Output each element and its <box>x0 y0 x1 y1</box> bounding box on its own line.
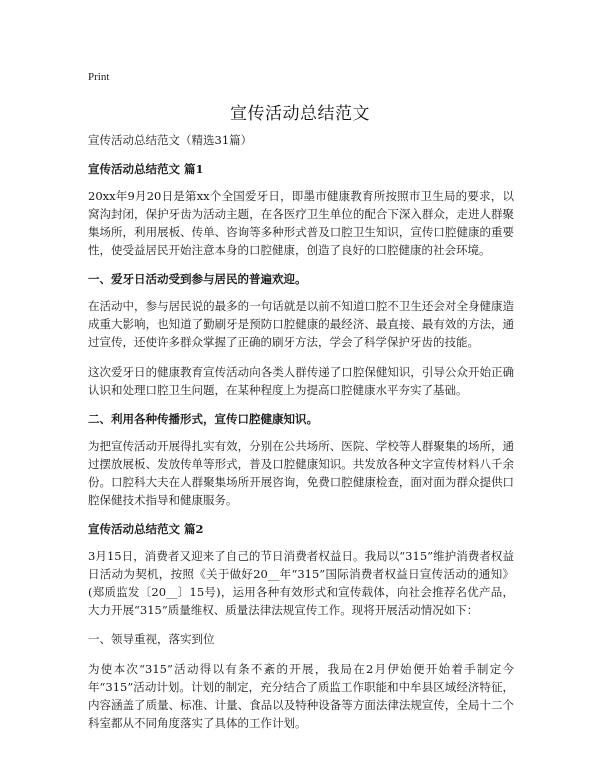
paragraph: 20xx年9月20日是第xx个全国爱牙日，即墨市健康教育所按照市卫生局的要求，以窝沟封闭，保护牙齿为活动主题，在各医疗卫生单位的配合下深入群众，走进人群聚集场所，利用展板、传单、咨询等多种形式普及口腔卫生知识，宣传口腔健康的重要性，使受益居民开始注意本身的口腔健康，创造了良好的口腔健康的社会环境。 <box>88 189 514 257</box>
article-body <box>88 132 514 744</box>
subheading: 二、利用各种传播形式，宣传口腔健康知识。 <box>88 412 318 426</box>
paragraph: 这次爱牙日的健康教育宣传活动向各类人群传递了口腔保健知识，引导公众开始正确认识和处理口腔卫生问题，在某种程度上为提高口腔健康水平夯实了基础。 <box>88 365 514 397</box>
subheading: 一、领导重视，落实到位 <box>88 632 215 646</box>
page-title: 宣传活动总结范文 <box>230 104 370 124</box>
article-subtitle: 宣传活动总结范文（精选31篇） <box>88 133 253 147</box>
paragraph: 3月15日，消费者又迎来了自己的节日消费者权益日。我局以“315”维护消费者权益日活动为契机，按照《关于做好20__年“315”国际消费者权益日宣传活动的通知》(郑质监发〔20__〕15号)，运用各种有效形式和宣传载体，向社会推荐名优产品，大力开展“315”质量维权、质量法律法规宣传工作。现将开展活动情况如下： <box>88 549 514 617</box>
print-link[interactable]: Print <box>88 71 110 83</box>
paragraph: 为使本次“315”活动得以有条不紊的开展，我局在2月伊始便开始着手制定今年“315”活动计划。计划的制定，充分结合了质监工作职能和中牟县区域经济特征，内容涵盖了质量、标准、计量、食品以及特种设备等方面法律法规宣传，全局十二个科室都从不同角度落实了具体的工作计划。 <box>88 662 514 730</box>
paragraph: 为把宣传活动开展得扎实有效，分别在公共场所、医院、学校等人群聚集的场所，通过摆放展板、发放传单等形式，普及口腔健康知识。共发放各种文字宣传材料八千余份。口腔科大夫在人群聚集场所开展咨询，免费口腔健康检查，面对面为群众提供口腔保健技术指导和健康服务。 <box>88 439 514 507</box>
section-heading-2: 宣传活动总结范文 篇2 <box>88 522 204 536</box>
subheading: 一、爱牙日活动受到参与居民的普遍欢迎。 <box>88 272 307 286</box>
section-heading-1: 宣传活动总结范文 篇1 <box>88 162 204 176</box>
paragraph: 在活动中，参与居民说的最多的一句话就是以前不知道口腔不卫生还会对全身健康造成重大影响，也知道了勤刷牙是预防口腔健康的最经济、最直接、最有效的方法，通过宣传，还使许多群众掌握了正确的刷牙方法，学会了科学保护牙齿的技能。 <box>88 299 514 349</box>
